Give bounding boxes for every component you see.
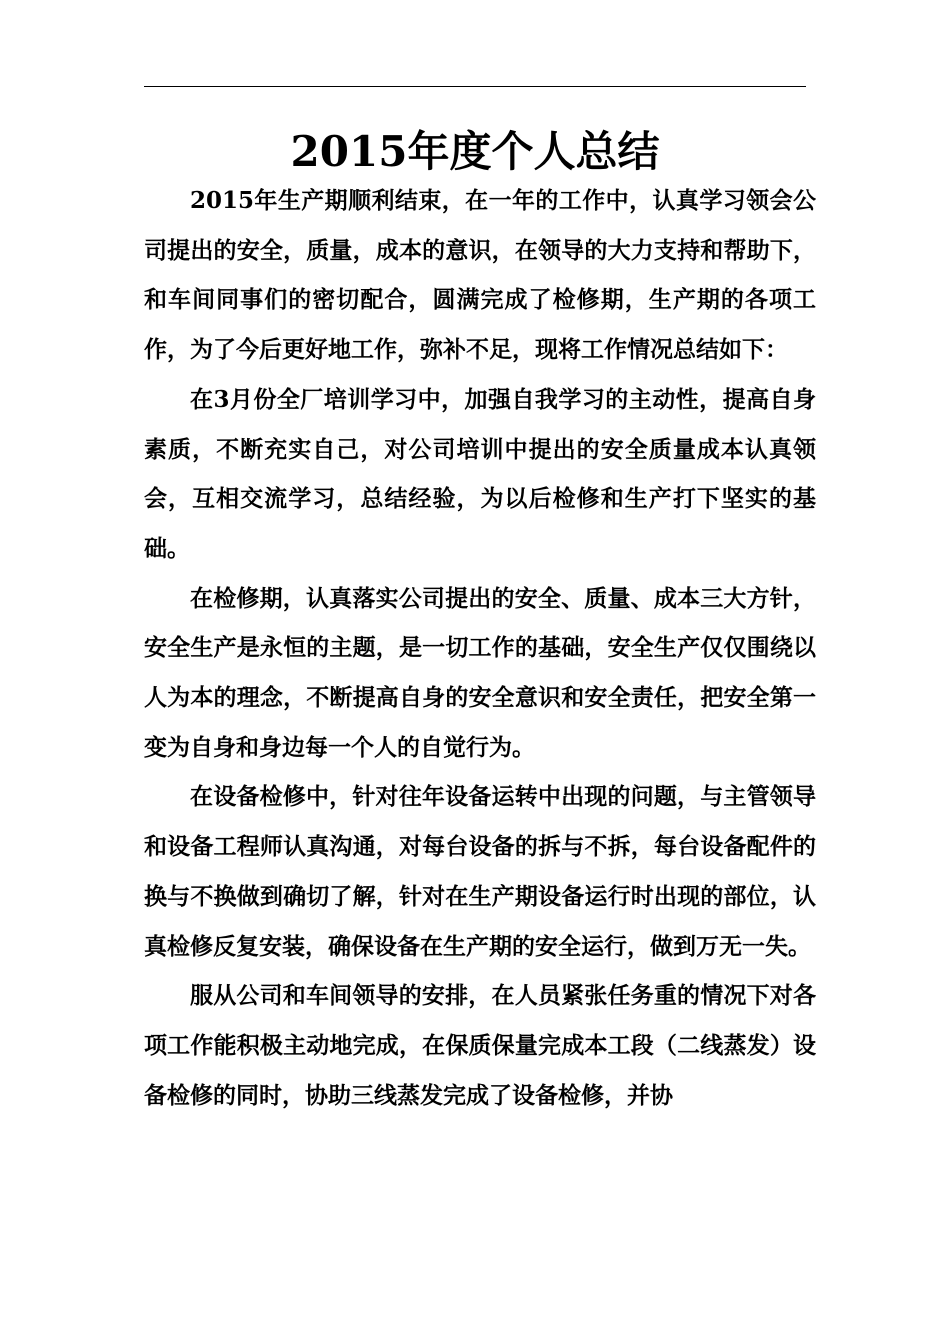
paragraph-cooperation: 服从公司和车间领导的安排，在人员紧张任务重的情况下对各项工作能积极主动地完成，在保质保量完成本工段（二线蒸发）设备检修的同时，协助三线蒸发完成了设备检修，并协 [144, 982, 816, 1109]
paragraph-intro: 2015年生产期顺利结束，在一年的工作中，认真学习领会公司提出的安全，质量，成本的意识，在领导的大力支持和帮助下，和车间同事们的密切配合，圆满完成了检修期，生产期的各项工作，为了今后更好地工作，弥补不足，现将工作情况总结如下： [144, 187, 816, 364]
paragraph-equipment-repair: 在设备检修中，针对往年设备运转中出现的问题，与主管领导和设备工程师认真沟通，对每台设备的拆与不拆，每台设备配件的换与不换做到确切了解，针对在生产期设备运行时出现的部位，认真检修反复安装，确保设备在生产期的安全运行，做到万无一失。 [144, 783, 816, 960]
paragraph-training: 在3月份全厂培训学习中，加强自我学习的主动性，提高自身素质，不断充实自己，对公司培训中提出的安全质量成本认真领会，互相交流学习，总结经验，为以后检修和生产打下坚实的基础。 [144, 385, 816, 562]
document-body [144, 176, 816, 1120]
document-title: 2015年度个人总结 [290, 127, 660, 176]
paragraph-maintenance-safety: 在检修期，认真落实公司提出的安全、质量、成本三大方针，安全生产是永恒的主题，是一切工作的基础，安全生产仅仅围绕以人为本的理念，不断提高自身的安全意识和安全责任，把安全第一变为自身和身边每一个人的自觉行为。 [144, 584, 816, 761]
header-rule [144, 86, 806, 87]
